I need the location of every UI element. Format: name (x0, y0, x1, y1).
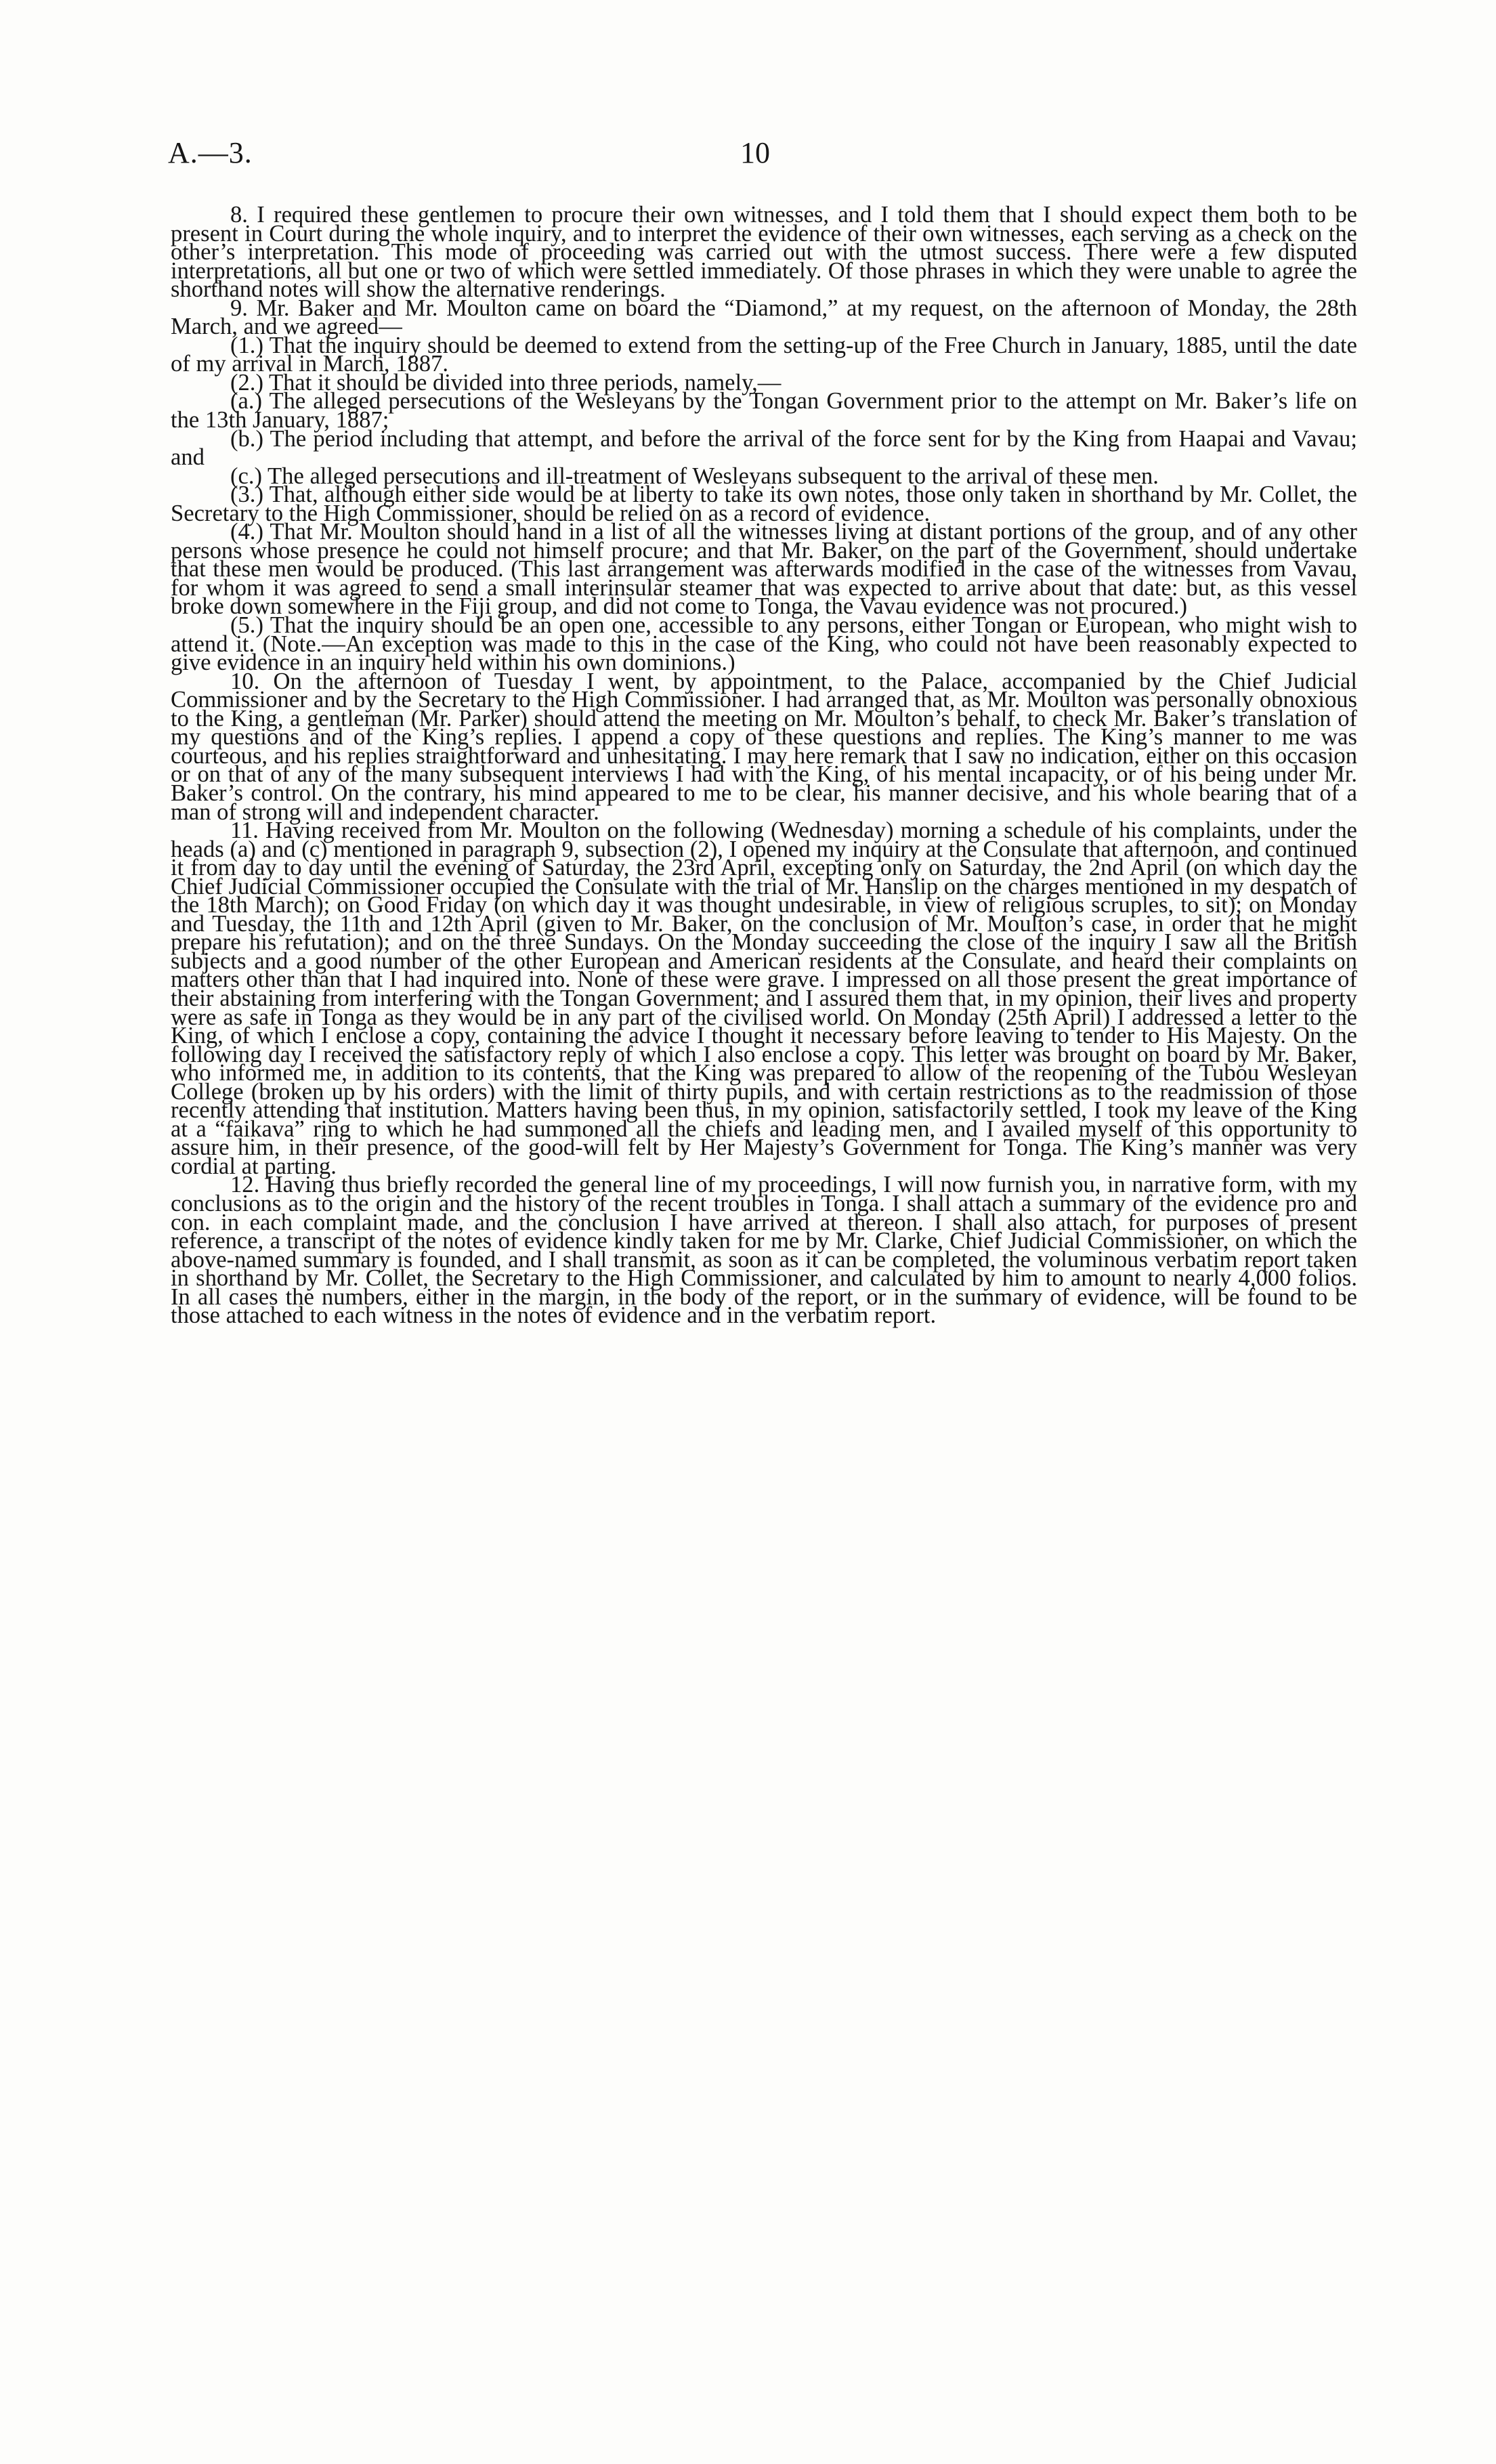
paragraph-9-item-2c: (c.) The alleged persecutions and ill-treatment of Wesleyans subsequent to the arrival of these men. (230, 463, 1159, 489)
paragraph-9-item-4: (4.) That Mr. Moulton should hand in a list of all the witnesses living at distant portions of the group, and of any other persons whose presence he could not himself procure; and that Mr. Baker, on the part of the Government, should undertake that these men would be produced. (This last arrangement was afterwards modified in the case of the witnesses from Vavau, for whom it was agreed to send a small interinsular steamer that was expected to arrive about that date: but, as this vessel broke down somewhere in the Fiji group, and did not come to Tonga, the Vavau evidence was not procured.) (171, 519, 1357, 620)
paragraph-9-item-3: (3.) That, although either side would be at liberty to take its own notes, those only taken in shorthand by Mr. Collet, the Secretary to the High Commissioner, should be relied on as a record of evidence. (171, 482, 1357, 526)
page-number: 10 (740, 136, 770, 169)
paragraph-9-item-5: (5.) That the inquiry should be an open one, accessible to any persons, either Tongan or European, who might wish to attend it. (Note.—An exception was made to this in the case of the King, who could not have been reasonably expected to give evidence in an inquiry held within his own dominions.) (171, 612, 1357, 676)
body-text (171, 202, 1357, 1329)
paragraph-9-item-2b: (b.) The period including that attempt, and before the arrival of the force sent for by the King from Haapai and Vavau; and (171, 425, 1357, 471)
paragraph-12: 12. Having thus briefly recorded the general line of my proceedings, I will now furnish you, in narrative form, with my conclusions as to the origin and the history of the recent troubles in Tonga. I shall attach a summary of the evidence pro and con. in each complaint made, and the conclusion I have arrived at thereon. I shall also attach, for purposes of present reference, a transcript of the notes of evidence kindly taken for me by Mr. Clarke, Chief Judicial Commissioner, on which the above-named summary is founded, and I shall transmit, as soon as it can be completed, the voluminous verbatim report taken in shorthand by Mr. Collet, the Secretary to the High Commissioner, and calculated by him to amount to nearly 4,000 folios. In all cases the numbers, either in the margin, in the body of the report, or in the summary of evidence, will be found to be those attached to each witness in the notes of evidence and in the verbatim report. (171, 1172, 1357, 1329)
series-label: A.—3. (168, 136, 253, 169)
paragraph-9-item-1: (1.) That the inquiry should be deemed to extend from the setting-up of the Free Church in January, 1885, until the date of my arrival in March, 1887. (171, 332, 1357, 377)
paragraph-9: 9. Mr. Baker and Mr. Moulton came on board the “Diamond,” at my request, on the afternoon of Monday, the 28th March, and we agreed— (171, 295, 1357, 340)
paragraph-9-item-2: (2.) That it should be divided into three periods, namely,— (230, 369, 782, 396)
paragraph-8: 8. I required these gentlemen to procure their own witnesses, and I told them that I should expect them both to be present in Court during the whole inquiry, and to interpret the evidence of their own witnesses, each serving as a check on the other’s interpretation. This mode of proceeding was carried out with the utmost success. There were a few disputed interpretations, all but one or two of which were settled immediately. Of those phrases in which they were unable to agree the shorthand notes will show the alternative renderings. (171, 202, 1357, 303)
paragraph-10: 10. On the afternoon of Tuesday I went, by appointment, to the Palace, accompanied by the Chief Judicial Commissioner and by the Secretary to the High Commissioner. I had arranged that, as Mr. Moulton was personally obnoxious to the King, a gentleman (Mr. Parker) should attend the meeting on Mr. Moulton’s behalf, to check Mr. Baker’s translation of my questions and of the King’s replies. I append a copy of these questions and replies. The King’s manner to me was courteous, and his replies straightforward and unhesitating. I may here remark that I saw no indication, either on this occasion or on that of any of the many subsequent interviews I had with the King, of his mental incapacity, or of his being under Mr. Baker’s control. On the contrary, his mind appeared to me to be clear, his manner decisive, and his whole bearing that of a man of strong will and independent character. (171, 668, 1357, 825)
paragraph-11: 11. Having received from Mr. Moulton on the following (Wednesday) morning a schedule of his complaints, under the heads (a) and (c) mentioned in paragraph 9, subsection (2), I opened my inquiry at the Consulate that afternoon, and continued it from day to day until the evening of Saturday, the 23rd April, excepting only on Saturday, the 2nd April (on which day the Chief Judicial Commissioner occupied the Consulate with the trial of Mr. Hanslip on the charges mentioned in my despatch of the 18th March); on Good Friday (on which day it was thought undesirable, in view of religious scruples, to sit); on Monday and Tuesday, the 11th and 12th April (given to Mr. Baker, on the conclusion of Mr. Moulton’s case, in order that he might prepare his refutation); and on the three Sundays. On the Monday succeeding the close of the inquiry I saw all the British subjects and a good number of the other European and American residents at the Consulate, and heard their complaints on matters other than that I had inquired into. None of these were grave. I impressed on all those present the great importance of their abstaining from interfering with the Tongan Government; and I assured them that, in my opinion, their lives and property were as safe in Tonga as they would be in any part of the civilised world. On Monday (25th April) I addressed a letter to the King, of which I enclose a copy, containing the advice I thought it necessary before leaving to tender to His Majesty. On the following day I received the satisfactory reply of which I also enclose a copy. This letter was brought on board by Mr. Baker, who informed me, in addition to its contents, that the King was prepared to allow of the reopening of the Tubou Wesleyan College (broken up by his orders) with the limit of thirty pupils, and with certain restrictions as to the readmission of those recently attending that institution. Matters having been thus, in my opinion, satisfactorily settled, I took my leave of the King at a “faikava” ring to which he had summoned all the chiefs and leading men, and I availed myself of this opportunity to assure him, in their presence, of the good-will felt by Her Majesty’s Government for Tonga. The King’s manner was very cordial at parting. (171, 817, 1357, 1179)
paragraph-9-item-2a: (a.) The alleged persecutions of the Wesleyans by the Tongan Government prior to the attempt on Mr. Baker’s life on the 13th January, 1887; (171, 388, 1357, 433)
